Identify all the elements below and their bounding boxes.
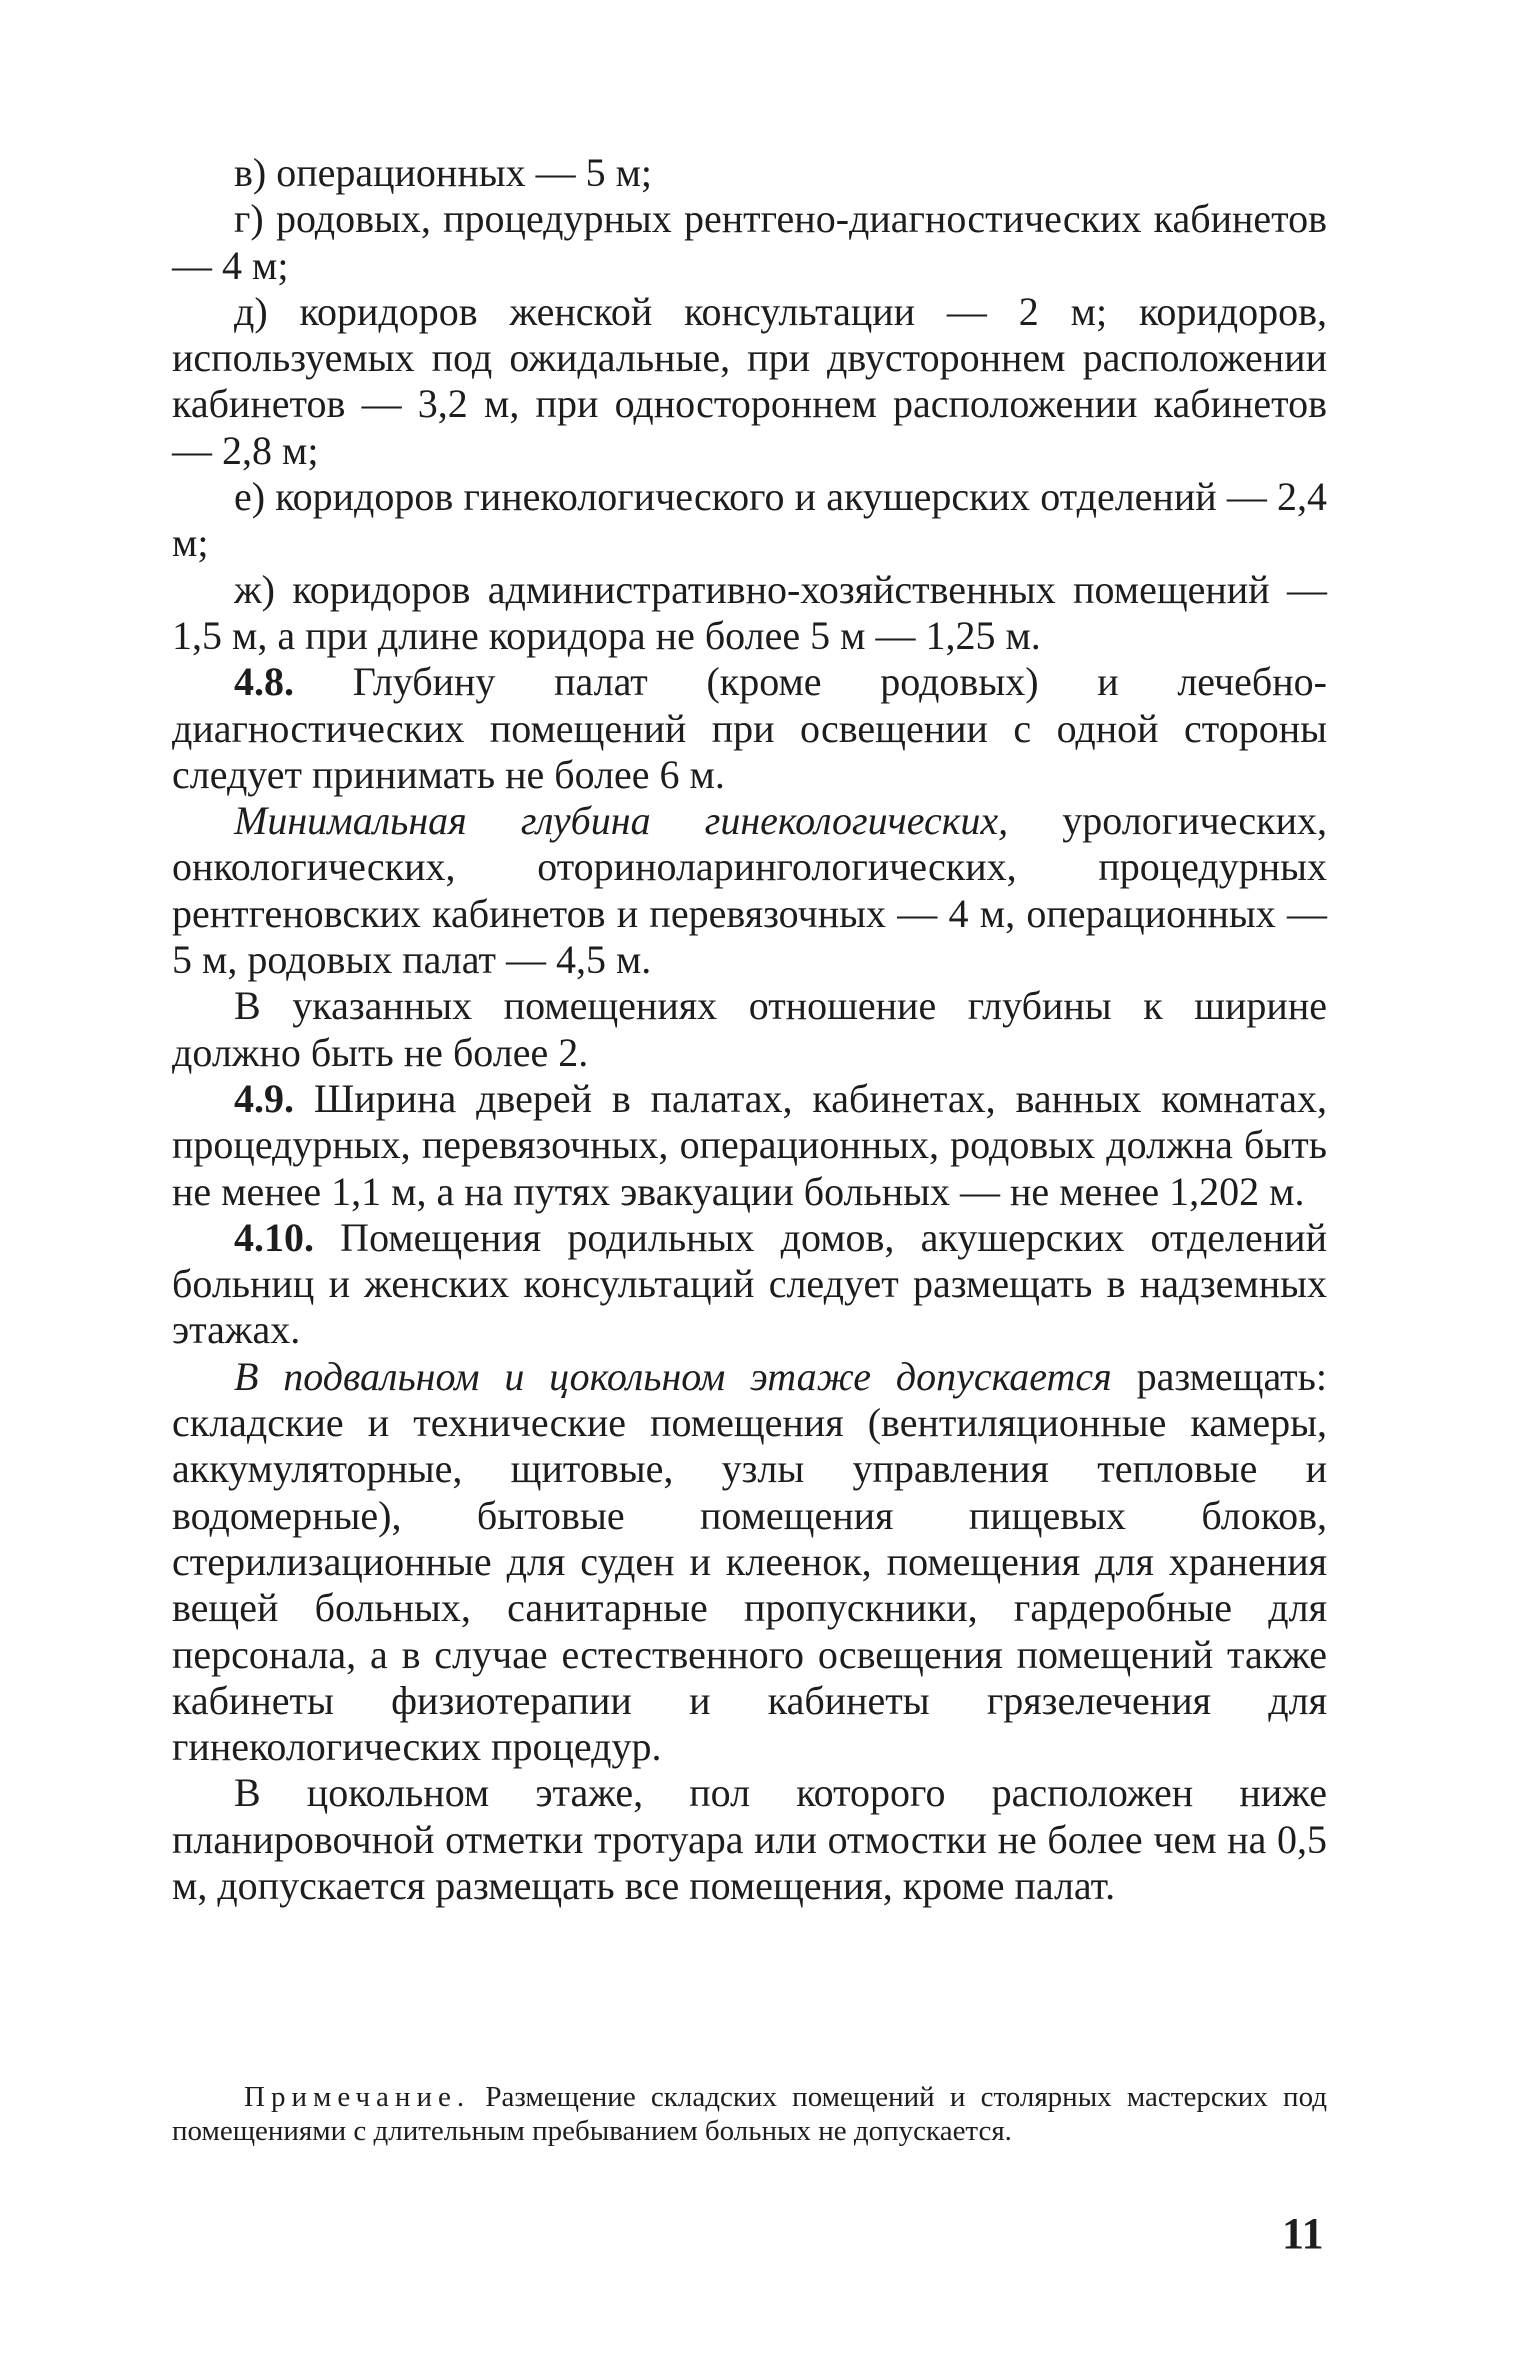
paragraph-text: размещать: складские и технические помещения (вентиляционные камеры, аккумуляторные, щитовые, узлы управления тепловые и водомерные), бытовые помещения пищевых блоков, стерилизационные для суден и клеенок, помещения для хранения вещей больных, санитарные пропускники, гардеробные для персонала, а в случае естественного освещения помещений также кабинеты физиотерапии и кабинеты грязелечения для гинекологических процедур. xyxy=(172,1353,1327,1770)
section-number: 4.8. xyxy=(234,659,294,705)
section-4-9-paragraph xyxy=(172,1076,1327,1215)
section-4-10-paragraph-3: В цокольном этаже, пол которого расположен ниже планировочной отметки тротуара или отмостки не более чем на 0,5 м, допускается размещать все помещения, кроме палат. xyxy=(172,1770,1327,1908)
section-number: 4.9. xyxy=(234,1075,294,1121)
body-text xyxy=(172,150,1327,1909)
section-4-10-paragraph-2 xyxy=(172,1354,1327,1771)
list-item-zh: ж) коридоров административно-хозяйственных помещений — 1,5 м, а при длине коридора не более 5 м — 1,25 м. xyxy=(172,566,1327,658)
section-text: Помещения родильных домов, акушерских отделений больниц и женских консультаций следует размещать в надземных этажах. xyxy=(172,1214,1327,1353)
note-text: Размещение складских помещений и столярных мастерских под помещениями с длительным пребыванием больных не допускается. xyxy=(172,2081,1327,2147)
footnote-note xyxy=(172,2080,1327,2148)
note-label: Примечание. xyxy=(244,2081,471,2113)
section-number: 4.10. xyxy=(234,1214,314,1260)
italic-lead: Минимальная глубина гинекологических, xyxy=(234,798,1009,844)
section-text: Глубину палат (кроме родовых) и лечебно-диагностических помещений при освещении с одной стороны следует принимать не более 6 м. xyxy=(172,659,1327,797)
list-item-v: в) операционных — 5 м; xyxy=(234,150,653,195)
section-4-10-paragraph xyxy=(172,1215,1327,1354)
list-item-e: е) коридоров гинекологического и акушерских отделений — 2,4 м; xyxy=(172,474,1327,566)
list-item-d: д) коридоров женской консультации — 2 м; коридоров, используемых под ожидальные, при двустороннем расположении кабинетов — 3,2 м, при одностороннем расположении кабинетов — 2,8 м; xyxy=(172,288,1327,473)
italic-lead: В подвальном и цокольном этаже допускается xyxy=(234,1353,1112,1399)
paragraph-text: урологических, онкологических, оториноларингологических, процедурных рентгеновских кабинетов и перевязочных — 4 м, операционных — 5 м, родовых палат — 4,5 м. xyxy=(172,798,1327,983)
section-4-8-paragraph-2 xyxy=(172,798,1327,983)
page-number: 11 xyxy=(1282,2209,1324,2258)
list-item-g: г) родовых, процедурных рентгено-диагностических кабинетов — 4 м; xyxy=(172,196,1327,288)
section-4-8-paragraph-3: В указанных помещениях отношение глубины к ширине должно быть не более 2. xyxy=(172,983,1327,1075)
section-4-8-paragraph xyxy=(172,659,1327,798)
section-text: Ширина дверей в палатах, кабинетах, ванных комнатах, процедурных, перевязочных, операционных, родовых должна быть не менее 1,1 м, а на путях эвакуации больных — не менее 1,202 м. xyxy=(172,1075,1327,1214)
